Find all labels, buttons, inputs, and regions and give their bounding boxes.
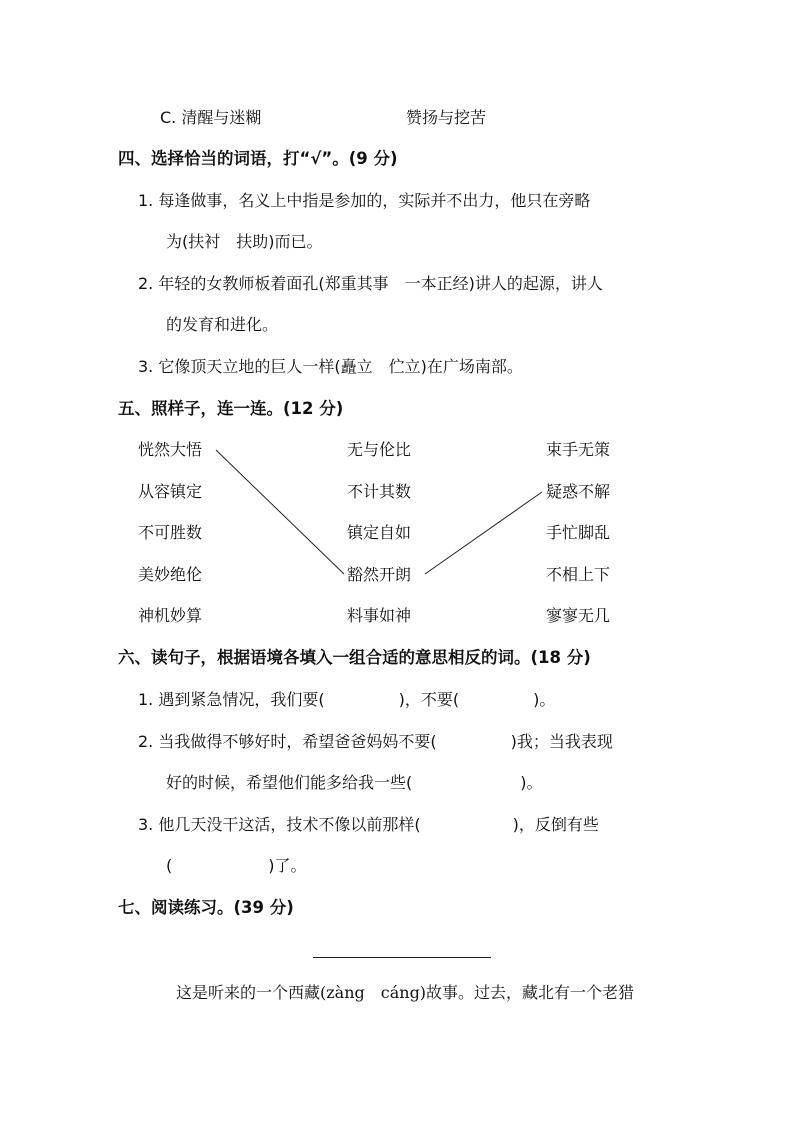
- col3-item: 手忙脚乱: [546, 523, 611, 542]
- section-6-heading: 六、读句子，根据语境各填入一组合适的意思相反的词。(18 分): [118, 648, 591, 667]
- s6-q3-line2-a: (: [166, 856, 173, 875]
- col2-item: 料事如神: [347, 606, 412, 625]
- s4-q1-line2: 为(扶衬 扶助)而已。: [166, 232, 323, 251]
- option-c-right: 赞扬与挖苦: [406, 108, 487, 127]
- col1-item: 从容镇定: [138, 482, 203, 501]
- s4-q2-line1: 2. 年轻的女教师板着面孔(郑重其事 一本正经)讲人的起源，讲人: [138, 274, 603, 293]
- s6-q2-line2: [166, 772, 543, 794]
- s6-q3-part-a: 3. 他几天没干这活，技术不像以前那样(: [138, 815, 421, 834]
- section-5-heading: 五、照样子，连一连。(12 分): [118, 399, 344, 418]
- col3-item: 疑惑不解: [546, 482, 611, 501]
- s6-q3-part-b: )，反倒有些: [512, 815, 599, 834]
- col2-item: 镇定自如: [347, 523, 412, 542]
- section-4-heading: 四、选择恰当的词语，打“√”。(9 分): [118, 149, 398, 168]
- s6-q2-part-b: )我；当我表现: [510, 732, 613, 751]
- connector-line-right: [425, 492, 542, 574]
- s6-q3-line2: [166, 855, 307, 877]
- s6-q2-line2-a: 好的时候，希望他们能多给我一些(: [166, 773, 413, 792]
- s4-q3: 3. 它像顶天立地的巨人一样(矗立 伫立)在广场南部。: [138, 357, 523, 376]
- s6-q1: [138, 689, 555, 711]
- col1-item: 美妙绝伦: [138, 565, 203, 584]
- col2-item: 无与伦比: [347, 440, 412, 459]
- s6-q2-line2-b: )。: [520, 773, 543, 792]
- option-c-left: C. 清醒与迷糊: [160, 108, 262, 127]
- col3-item: 不相上下: [546, 565, 611, 584]
- s6-q1-part-c: )。: [533, 690, 556, 709]
- s4-q1-line1: 1. 每逢做事，名义上中指是参加的，实际并不出力，他只在旁略: [138, 191, 591, 210]
- col2-item: 豁然开朗: [347, 565, 412, 584]
- col1-item: 不可胜数: [138, 523, 203, 542]
- s6-q2-line1: [138, 731, 613, 753]
- passage-title-blank[interactable]: [313, 957, 491, 958]
- s4-q2-line2: 的发育和进化。: [166, 315, 279, 334]
- s6-q2-part-a: 2. 当我做得不够好时，希望爸爸妈妈不要(: [138, 732, 437, 751]
- section-7-heading: 七、阅读练习。(39 分): [118, 898, 294, 917]
- col1-item: 恍然大悟: [138, 440, 203, 459]
- col3-item: 束手无策: [546, 440, 611, 459]
- s6-q1-part-a: 1. 遇到紧急情况，我们要(: [138, 690, 325, 709]
- passage-line-1: 这是听来的一个西藏(zàng cáng)故事。过去，藏北有一个老猎: [176, 983, 635, 1002]
- s6-q1-part-b: )，不要(: [398, 690, 460, 709]
- s6-q3-line1: [138, 814, 599, 836]
- s6-q3-line2-b: )了。: [268, 856, 307, 875]
- connector-line-left: [216, 450, 344, 574]
- col2-item: 不计其数: [347, 482, 412, 501]
- col3-item: 寥寥无几: [546, 606, 611, 625]
- col1-item: 神机妙算: [138, 606, 203, 625]
